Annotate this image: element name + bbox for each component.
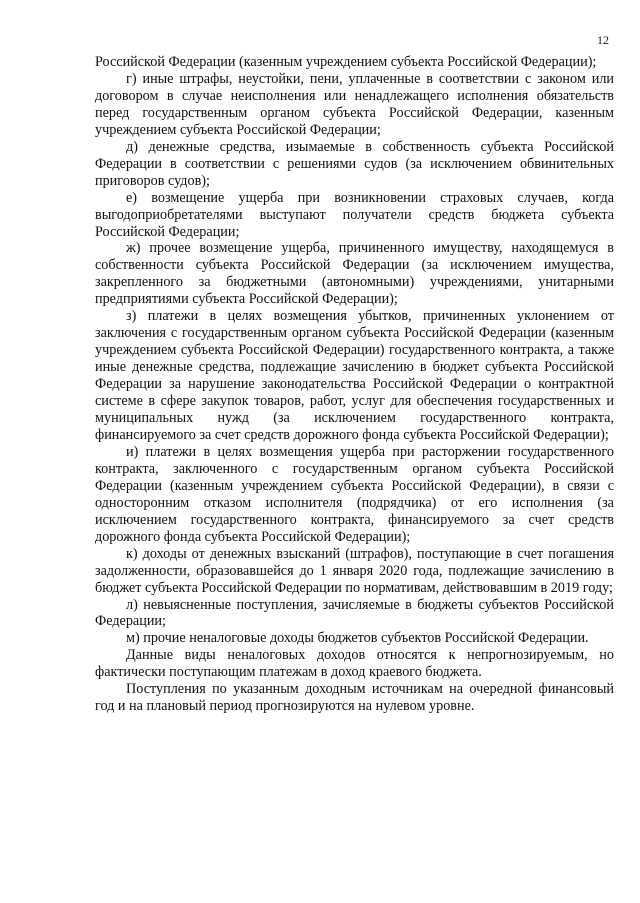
paragraph-item-d: д) денежные средства, изымаемые в собственность субъекта Российской Федерации в соответствии с решениями судов (за исключением обвинительных приговоров судов); [95,138,614,189]
paragraph-item-l: л) невыясненные поступления, зачисляемые в бюджеты субъектов Российской Федерации; [95,596,614,630]
paragraph-item-zh: ж) прочее возмещение ущерба, причиненного имуществу, находящемуся в собственности субъекта Российской Федерации (за исключением имущества, закрепленного за бюджетными (автономными) учреждениями, унитарными предприятиями субъекта Российской Федерации); [95,240,614,308]
paragraph-item-i: и) платежи в целях возмещения ущерба при расторжении государственного контракта, заключенного с государственным органом субъекта Российской Федерации (казенным учреждением субъекта Российской Федерации), в связи с односторонним отказом исполнителя (подрядчика) от его исполнения (за исключением государственного контракта, финансируемого за счет средств дорожного фонда субъекта Российской Федерации); [95,443,614,545]
paragraph-item-k: к) доходы от денежных взысканий (штрафов), поступающие в счет погашения задолженности, образовавшейся до 1 января 2020 года, подлежащие зачислению в бюджет субъекта Российской Федерации по нормативам, действовавшим в 2019 году; [95,545,614,596]
paragraph-item-z: з) платежи в целях возмещения убытков, причиненных уклонением от заключения с государственным органом субъекта Российской Федерации (казенным учреждением субъекта Российской Федерации) государственного контракта, а также иные денежные средства, подлежащие зачислению в бюджет субъекта Российской Федерации за нарушение законодательства Российской Федерации о контрактной системе в сфере закупок товаров, работ, услуг для обеспечения государственных и муниципальных нужд (за исключением государственного контракта, финансируемого за счет средств дорожного фонда субъекта Российской Федерации); [95,308,614,443]
page-number: 12 [597,33,609,47]
paragraph-item-g: г) иные штрафы, неустойки, пени, уплаченные в соответствии с законом или договором в случае неисполнения или ненадлежащего исполнения обязательств перед государственным органом субъекта Российской Федерации, казенным учреждением субъекта Российской Федерации; [95,70,614,138]
document-body [95,54,614,715]
paragraph-continuation: Российской Федерации (казенным учреждением субъекта Российской Федерации); [95,54,597,70]
paragraph-zero-level: Поступления по указанным доходным источникам на очередной финансовый год и на плановый период прогнозируются на нулевом уровне. [95,681,614,715]
paragraph-item-e: е) возмещение ущерба при возникновении страховых случаев, когда выгодоприобретателями выступают получатели средств бюджета субъекта Российской Федерации; [95,189,614,240]
paragraph-item-m: м) прочие неналоговые доходы бюджетов субъектов Российской Федерации. [126,630,589,647]
paragraph-nonforecast: Данные виды неналоговых доходов относятся к непрогнозируемым, но фактически поступающим платежам в доход краевого бюджета. [95,647,614,681]
